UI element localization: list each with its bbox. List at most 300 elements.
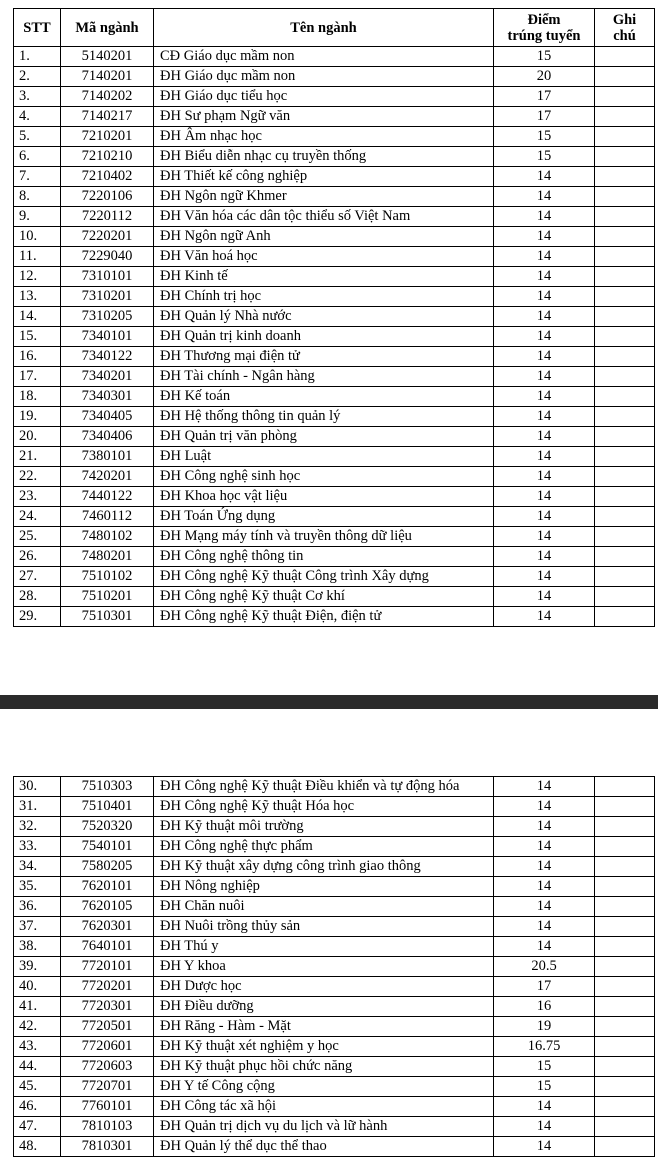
major-code: 7620101 xyxy=(61,877,154,897)
row-number: 2. xyxy=(14,67,61,87)
note-cell xyxy=(595,1057,655,1077)
row-number: 19. xyxy=(14,407,61,427)
row-number: 16. xyxy=(14,347,61,367)
major-code: 7720501 xyxy=(61,1017,154,1037)
major-name: ĐH Thú y xyxy=(154,937,494,957)
row-number: 6. xyxy=(14,147,61,167)
admission-score: 14 xyxy=(494,897,595,917)
row-number: 38. xyxy=(14,937,61,957)
row-number: 34. xyxy=(14,857,61,877)
major-code: 7340301 xyxy=(61,387,154,407)
note-cell xyxy=(595,1137,655,1157)
table-row xyxy=(14,67,655,87)
major-name: ĐH Giáo dục tiểu học xyxy=(154,87,494,107)
admission-score: 14 xyxy=(494,1097,595,1117)
header-score xyxy=(494,9,595,47)
row-number: 41. xyxy=(14,997,61,1017)
note-cell xyxy=(595,1097,655,1117)
admission-score: 14 xyxy=(494,327,595,347)
row-number: 7. xyxy=(14,167,61,187)
major-name: ĐH Giáo dục mầm non xyxy=(154,67,494,87)
major-code: 7210402 xyxy=(61,167,154,187)
note-cell xyxy=(595,187,655,207)
admission-score: 16.75 xyxy=(494,1037,595,1057)
major-name: ĐH Sư phạm Ngữ văn xyxy=(154,107,494,127)
note-cell xyxy=(595,797,655,817)
row-number: 40. xyxy=(14,977,61,997)
major-name: ĐH Thiết kế công nghiệp xyxy=(154,167,494,187)
note-cell xyxy=(595,167,655,187)
major-name: ĐH Công nghệ Kỹ thuật Hóa học xyxy=(154,797,494,817)
major-code: 7720601 xyxy=(61,1037,154,1057)
note-cell xyxy=(595,507,655,527)
table-header-row xyxy=(14,9,655,47)
table-row xyxy=(14,247,655,267)
admission-score: 14 xyxy=(494,857,595,877)
major-name: ĐH Quản lý Nhà nước xyxy=(154,307,494,327)
row-number: 1. xyxy=(14,47,61,67)
admission-score: 17 xyxy=(494,107,595,127)
admission-score: 14 xyxy=(494,247,595,267)
row-number: 28. xyxy=(14,587,61,607)
note-cell xyxy=(595,817,655,837)
note-cell xyxy=(595,1077,655,1097)
major-code: 7510301 xyxy=(61,607,154,627)
major-name: ĐH Nuôi trồng thủy sản xyxy=(154,917,494,937)
note-cell xyxy=(595,527,655,547)
note-cell xyxy=(595,87,655,107)
major-code: 7510102 xyxy=(61,567,154,587)
row-number: 22. xyxy=(14,467,61,487)
major-code: 7620301 xyxy=(61,917,154,937)
admission-score: 14 xyxy=(494,447,595,467)
admission-score: 14 xyxy=(494,207,595,227)
admission-score: 14 xyxy=(494,427,595,447)
note-cell xyxy=(595,1037,655,1057)
admission-score: 14 xyxy=(494,797,595,817)
admission-score: 20.5 xyxy=(494,957,595,977)
admission-score: 16 xyxy=(494,997,595,1017)
admission-score: 14 xyxy=(494,307,595,327)
note-cell xyxy=(595,997,655,1017)
major-code: 7140201 xyxy=(61,67,154,87)
note-cell xyxy=(595,387,655,407)
header-stt: STT xyxy=(14,9,61,47)
table-row xyxy=(14,427,655,447)
note-cell xyxy=(595,367,655,387)
admission-score: 14 xyxy=(494,467,595,487)
major-name: ĐH Văn hoá học xyxy=(154,247,494,267)
table-row xyxy=(14,547,655,567)
row-number: 48. xyxy=(14,1137,61,1157)
major-name: ĐH Toán Ứng dụng xyxy=(154,507,494,527)
note-cell xyxy=(595,127,655,147)
row-number: 43. xyxy=(14,1037,61,1057)
note-cell xyxy=(595,837,655,857)
table-row xyxy=(14,527,655,547)
major-code: 7340122 xyxy=(61,347,154,367)
major-code: 7480102 xyxy=(61,527,154,547)
note-cell xyxy=(595,607,655,627)
admission-score: 14 xyxy=(494,367,595,387)
major-name: ĐH Y tế Công cộng xyxy=(154,1077,494,1097)
major-code: 7229040 xyxy=(61,247,154,267)
row-number: 29. xyxy=(14,607,61,627)
major-code: 7140202 xyxy=(61,87,154,107)
table-row xyxy=(14,47,655,67)
note-cell xyxy=(595,467,655,487)
admission-score: 14 xyxy=(494,387,595,407)
note-cell xyxy=(595,487,655,507)
row-number: 10. xyxy=(14,227,61,247)
major-name: ĐH Âm nhạc học xyxy=(154,127,494,147)
major-name: ĐH Luật xyxy=(154,447,494,467)
admission-score: 15 xyxy=(494,147,595,167)
major-name: ĐH Công nghệ Kỹ thuật Điện, điện tử xyxy=(154,607,494,627)
row-number: 12. xyxy=(14,267,61,287)
row-number: 24. xyxy=(14,507,61,527)
major-code: 7810103 xyxy=(61,1117,154,1137)
major-name: ĐH Mạng máy tính và truyền thông dữ liệu xyxy=(154,527,494,547)
table-body-part-2 xyxy=(14,777,655,1157)
table-row xyxy=(14,107,655,127)
major-code: 7340201 xyxy=(61,367,154,387)
row-number: 33. xyxy=(14,837,61,857)
note-cell xyxy=(595,1117,655,1137)
table-row xyxy=(14,267,655,287)
major-code: 7720603 xyxy=(61,1057,154,1077)
admission-score: 14 xyxy=(494,547,595,567)
major-code: 7510201 xyxy=(61,587,154,607)
admission-score: 17 xyxy=(494,87,595,107)
row-number: 30. xyxy=(14,777,61,797)
major-code: 7540101 xyxy=(61,837,154,857)
admission-score: 14 xyxy=(494,917,595,937)
admission-score: 19 xyxy=(494,1017,595,1037)
table-row xyxy=(14,187,655,207)
major-code: 7720701 xyxy=(61,1077,154,1097)
table-row xyxy=(14,447,655,467)
row-number: 35. xyxy=(14,877,61,897)
row-number: 32. xyxy=(14,817,61,837)
note-cell xyxy=(595,247,655,267)
note-cell xyxy=(595,307,655,327)
table-row xyxy=(14,487,655,507)
note-cell xyxy=(595,587,655,607)
note-cell xyxy=(595,207,655,227)
major-name: ĐH Dược học xyxy=(154,977,494,997)
major-name: ĐH Chăn nuôi xyxy=(154,897,494,917)
major-name: ĐH Công nghệ Kỹ thuật Điều khiển và tự động hóa xyxy=(154,777,494,797)
header-note-line1: Ghi xyxy=(612,11,637,28)
table-row xyxy=(14,1117,655,1137)
major-code: 7210201 xyxy=(61,127,154,147)
major-code: 7720301 xyxy=(61,997,154,1017)
admission-score: 14 xyxy=(494,1117,595,1137)
row-number: 5. xyxy=(14,127,61,147)
header-score-line2: trúng tuyển xyxy=(507,27,581,44)
admission-score: 14 xyxy=(494,1137,595,1157)
table-row xyxy=(14,1137,655,1157)
note-cell xyxy=(595,267,655,287)
table-row xyxy=(14,1097,655,1117)
major-name: ĐH Kỹ thuật môi trường xyxy=(154,817,494,837)
note-cell xyxy=(595,287,655,307)
major-name: ĐH Y khoa xyxy=(154,957,494,977)
table-row xyxy=(14,127,655,147)
page-separator xyxy=(0,695,658,709)
major-name: ĐH Tài chính - Ngân hàng xyxy=(154,367,494,387)
note-cell xyxy=(595,777,655,797)
table-row xyxy=(14,307,655,327)
major-code: 7520320 xyxy=(61,817,154,837)
note-cell xyxy=(595,227,655,247)
table-row xyxy=(14,797,655,817)
major-code: 7720201 xyxy=(61,977,154,997)
note-cell xyxy=(595,107,655,127)
table-row xyxy=(14,917,655,937)
admission-score: 14 xyxy=(494,837,595,857)
admission-score: 14 xyxy=(494,167,595,187)
note-cell xyxy=(595,67,655,87)
row-number: 44. xyxy=(14,1057,61,1077)
row-number: 26. xyxy=(14,547,61,567)
admission-table-part-2 xyxy=(13,776,655,1157)
header-note xyxy=(595,9,655,47)
admission-score: 14 xyxy=(494,877,595,897)
table-body-part-1 xyxy=(14,47,655,627)
table-row xyxy=(14,977,655,997)
admission-score: 14 xyxy=(494,287,595,307)
table-row xyxy=(14,937,655,957)
row-number: 11. xyxy=(14,247,61,267)
table-row xyxy=(14,777,655,797)
table-row xyxy=(14,407,655,427)
admission-score: 14 xyxy=(494,527,595,547)
table-row xyxy=(14,507,655,527)
admission-score: 14 xyxy=(494,347,595,367)
table-row xyxy=(14,957,655,977)
note-cell xyxy=(595,147,655,167)
note-cell xyxy=(595,897,655,917)
major-code: 7460112 xyxy=(61,507,154,527)
major-name: ĐH Công nghệ sinh học xyxy=(154,467,494,487)
major-name: ĐH Chính trị học xyxy=(154,287,494,307)
major-code: 7440122 xyxy=(61,487,154,507)
major-code: 7380101 xyxy=(61,447,154,467)
major-code: 7420201 xyxy=(61,467,154,487)
major-name: ĐH Công nghệ Kỹ thuật Cơ khí xyxy=(154,587,494,607)
row-number: 13. xyxy=(14,287,61,307)
row-number: 36. xyxy=(14,897,61,917)
major-name: ĐH Ngôn ngữ Anh xyxy=(154,227,494,247)
row-number: 15. xyxy=(14,327,61,347)
major-name: ĐH Quản trị kinh doanh xyxy=(154,327,494,347)
admission-score: 15 xyxy=(494,1057,595,1077)
table-row xyxy=(14,87,655,107)
admission-score: 20 xyxy=(494,67,595,87)
major-name: CĐ Giáo dục mầm non xyxy=(154,47,494,67)
table-row xyxy=(14,857,655,877)
header-note-line2: chú xyxy=(613,27,636,44)
row-number: 47. xyxy=(14,1117,61,1137)
admission-score: 14 xyxy=(494,507,595,527)
major-code: 7640101 xyxy=(61,937,154,957)
table-row xyxy=(14,147,655,167)
major-code: 7220112 xyxy=(61,207,154,227)
row-number: 21. xyxy=(14,447,61,467)
major-code: 7340101 xyxy=(61,327,154,347)
table-row xyxy=(14,367,655,387)
row-number: 45. xyxy=(14,1077,61,1097)
admission-score: 15 xyxy=(494,1077,595,1097)
major-code: 7310205 xyxy=(61,307,154,327)
admission-score: 17 xyxy=(494,977,595,997)
major-name: ĐH Biểu diễn nhạc cụ truyền thống xyxy=(154,147,494,167)
row-number: 17. xyxy=(14,367,61,387)
major-name: ĐH Kế toán xyxy=(154,387,494,407)
row-number: 46. xyxy=(14,1097,61,1117)
major-name: ĐH Công nghệ Kỹ thuật Công trình Xây dựng xyxy=(154,567,494,587)
note-cell xyxy=(595,857,655,877)
note-cell xyxy=(595,567,655,587)
major-code: 7480201 xyxy=(61,547,154,567)
major-name: ĐH Quản trị dịch vụ du lịch và lữ hành xyxy=(154,1117,494,1137)
major-name: ĐH Văn hóa các dân tộc thiểu số Việt Nam xyxy=(154,207,494,227)
row-number: 23. xyxy=(14,487,61,507)
major-code: 7220106 xyxy=(61,187,154,207)
note-cell xyxy=(595,47,655,67)
major-code: 7340405 xyxy=(61,407,154,427)
table-row xyxy=(14,897,655,917)
row-number: 3. xyxy=(14,87,61,107)
note-cell xyxy=(595,1017,655,1037)
note-cell xyxy=(595,347,655,367)
header-code: Mã ngành xyxy=(61,9,154,47)
major-name: ĐH Điều dưỡng xyxy=(154,997,494,1017)
admission-score: 14 xyxy=(494,267,595,287)
table-row xyxy=(14,207,655,227)
table-row xyxy=(14,1017,655,1037)
major-name: ĐH Kinh tế xyxy=(154,267,494,287)
note-cell xyxy=(595,877,655,897)
note-cell xyxy=(595,547,655,567)
major-code: 7220201 xyxy=(61,227,154,247)
row-number: 39. xyxy=(14,957,61,977)
major-code: 7760101 xyxy=(61,1097,154,1117)
major-code: 7310101 xyxy=(61,267,154,287)
row-number: 27. xyxy=(14,567,61,587)
admission-score: 14 xyxy=(494,607,595,627)
row-number: 9. xyxy=(14,207,61,227)
note-cell xyxy=(595,447,655,467)
major-name: ĐH Khoa học vật liệu xyxy=(154,487,494,507)
major-code: 7720101 xyxy=(61,957,154,977)
major-name: ĐH Quản trị văn phòng xyxy=(154,427,494,447)
admission-score: 14 xyxy=(494,187,595,207)
admission-score: 14 xyxy=(494,587,595,607)
note-cell xyxy=(595,937,655,957)
row-number: 25. xyxy=(14,527,61,547)
header-score-line1: Điểm xyxy=(527,11,561,28)
table-row xyxy=(14,227,655,247)
major-name: ĐH Công nghệ thực phẩm xyxy=(154,837,494,857)
major-name: ĐH Công nghệ thông tin xyxy=(154,547,494,567)
table-row xyxy=(14,287,655,307)
table-row xyxy=(14,1037,655,1057)
table-row xyxy=(14,567,655,587)
admission-score: 14 xyxy=(494,937,595,957)
note-cell xyxy=(595,327,655,347)
table-row xyxy=(14,1057,655,1077)
major-name: ĐH Nông nghiệp xyxy=(154,877,494,897)
major-name: ĐH Kỹ thuật xét nghiệm y học xyxy=(154,1037,494,1057)
row-number: 20. xyxy=(14,427,61,447)
major-name: ĐH Kỹ thuật xây dựng công trình giao thông xyxy=(154,857,494,877)
table-row xyxy=(14,387,655,407)
admission-score: 14 xyxy=(494,227,595,247)
major-name: ĐH Ngôn ngữ Khmer xyxy=(154,187,494,207)
header-name: Tên ngành xyxy=(154,9,494,47)
note-cell xyxy=(595,977,655,997)
major-code: 7510303 xyxy=(61,777,154,797)
major-code: 7310201 xyxy=(61,287,154,307)
admission-score: 15 xyxy=(494,127,595,147)
table-row xyxy=(14,587,655,607)
major-code: 7810301 xyxy=(61,1137,154,1157)
admission-table-part-1 xyxy=(13,8,655,627)
table-row xyxy=(14,347,655,367)
admission-score: 14 xyxy=(494,487,595,507)
row-number: 4. xyxy=(14,107,61,127)
table-row xyxy=(14,167,655,187)
row-number: 18. xyxy=(14,387,61,407)
major-code: 7210210 xyxy=(61,147,154,167)
major-code: 7580205 xyxy=(61,857,154,877)
table-row xyxy=(14,877,655,897)
note-cell xyxy=(595,407,655,427)
table-row xyxy=(14,997,655,1017)
note-cell xyxy=(595,957,655,977)
major-code: 7510401 xyxy=(61,797,154,817)
table-row xyxy=(14,327,655,347)
note-cell xyxy=(595,917,655,937)
major-code: 7140217 xyxy=(61,107,154,127)
major-name: ĐH Thương mại điện tử xyxy=(154,347,494,367)
row-number: 37. xyxy=(14,917,61,937)
major-code: 7340406 xyxy=(61,427,154,447)
table-row xyxy=(14,837,655,857)
admission-score: 15 xyxy=(494,47,595,67)
major-name: ĐH Hệ thống thông tin quản lý xyxy=(154,407,494,427)
table-row xyxy=(14,1077,655,1097)
major-name: ĐH Kỹ thuật phục hồi chức năng xyxy=(154,1057,494,1077)
major-name: ĐH Quản lý thể dục thể thao xyxy=(154,1137,494,1157)
row-number: 42. xyxy=(14,1017,61,1037)
admission-score: 14 xyxy=(494,817,595,837)
major-code: 7620105 xyxy=(61,897,154,917)
admission-score: 14 xyxy=(494,567,595,587)
table-row xyxy=(14,467,655,487)
major-code: 5140201 xyxy=(61,47,154,67)
table-row xyxy=(14,817,655,837)
admission-score: 14 xyxy=(494,777,595,797)
major-name: ĐH Răng - Hàm - Mặt xyxy=(154,1017,494,1037)
row-number: 14. xyxy=(14,307,61,327)
note-cell xyxy=(595,427,655,447)
admission-score: 14 xyxy=(494,407,595,427)
row-number: 31. xyxy=(14,797,61,817)
